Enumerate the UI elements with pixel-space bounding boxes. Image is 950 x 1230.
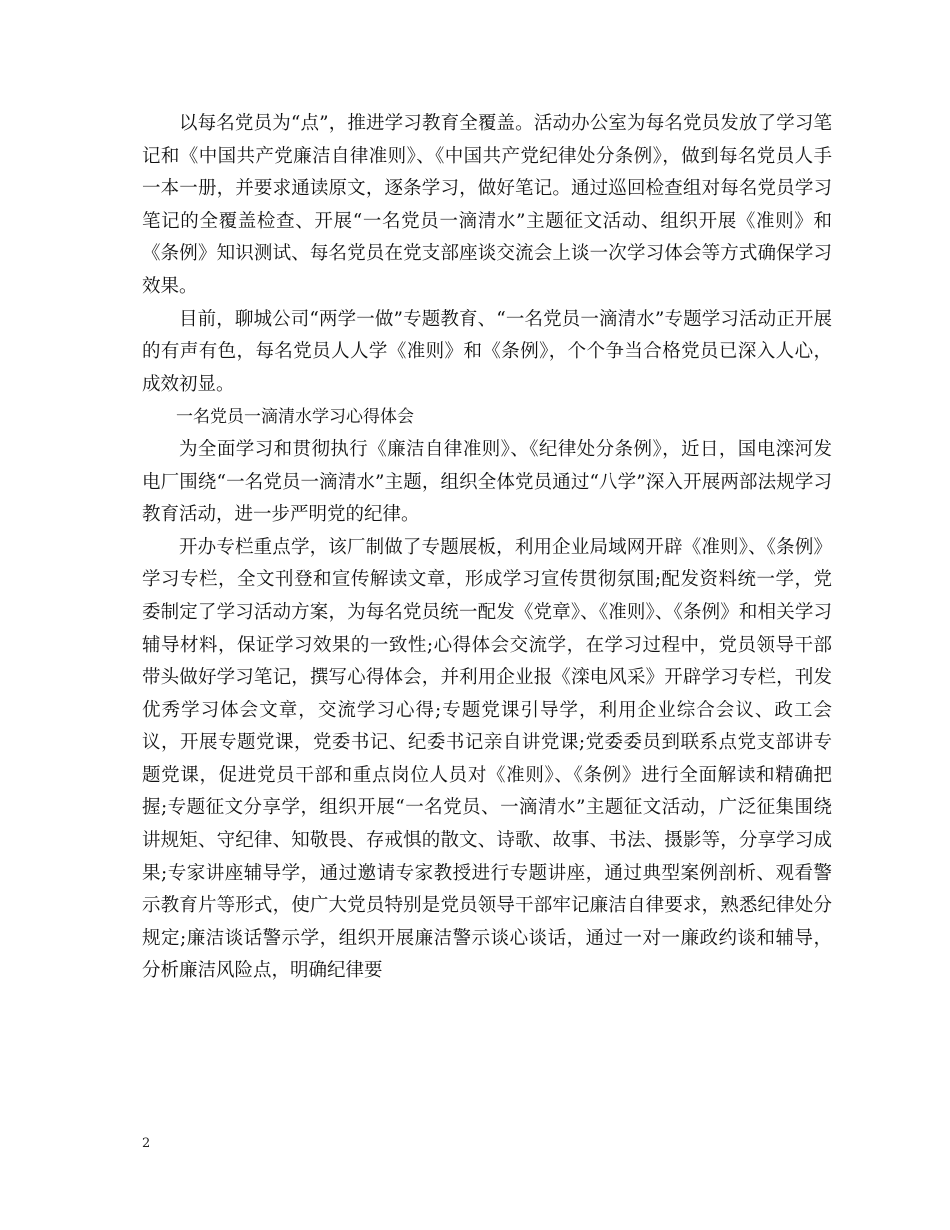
paragraph-intro: 为全面学习和贯彻执行《廉洁自律准则》、《纪律处分条例》，近日，国电滦河发电厂围绕“一名党员一滴清水”主题，组织全体党员通过“八学”深入开展两部法规学习教育活动，进一步严明党的纪律。 — [142, 438, 832, 526]
paragraph-eight-methods: 开办专栏重点学，该厂制做了专题展板，利用企业局域网开辟《准则》、《条例》学习专栏，全文刊登和宣传解读文章，形成学习宣传贯彻氛围;配发资料统一学，党委制定了学习活动方案，为每名党员统一配发《党章》、《准则》、《条例》和相关学习辅导材料，保证学习效果的一致性;心得体会交流学，在学习过程中，党员领导干部带头做好学习笔记，撰写心得体会，并利用企业报《滦电风采》开辟学习专栏，刊发优秀学习体会文章，交流学习心得;专题党课引导学，利用企业综合会议、政工会议，开展专题党课，党委书记、纪委书记亲自讲党课;党委委员到联系点党支部讲专题党课，促进党员干部和重点岗位人员对《准则》、《条例》进行全面解读和精确把握;专题征文分享学，组织开展“一名党员、一滴清水”主题征文活动，广泛征集围绕讲规矩、守纪律、知敬畏、存戒惧的散文、诗歌、故事、书法、摄影等，分享学习成果;专家讲座辅导学，通过邀请专家教授进行专题讲座，通过典型案例剖析、观看警示教育片等形式，使广大党员特别是党员领导干部牢记廉洁自律要求，熟悉纪律处分规定;廉洁谈话警示学，组织开展廉洁警示谈心谈话，通过一对一廉政约谈和辅导，分析廉洁风险点，明确纪律要 — [142, 536, 832, 982]
section-heading: 一名党员一滴清水学习心得体会 — [176, 407, 414, 428]
page-number: 2 — [142, 1136, 151, 1151]
paragraph-coverage: 以每名党员为“点”，推进学习教育全覆盖。活动办公室为每名党员发放了学习笔记和《中国共产党廉洁自律准则》、《中国共产党纪律处分条例》，做到每名党员人手一本一册，并要求通读原文，逐条学习，做好笔记。通过巡回检查组对每名党员学习笔记的全覆盖检查、开展“一名党员一滴清水”主题征文活动、组织开展《准则》和《条例》知识测试、每名党员在党支部座谈交流会上谈一次学习体会等方式确保学习效果。 — [142, 113, 832, 297]
paragraph-progress: 目前，聊城公司“两学一做”专题教育、“一名党员一滴清水”专题学习活动正开展的有声有色，每名党员人人学《准则》和《条例》，个个争当合格党员已深入人心，成效初显。 — [142, 308, 832, 395]
document-body — [142, 108, 832, 988]
